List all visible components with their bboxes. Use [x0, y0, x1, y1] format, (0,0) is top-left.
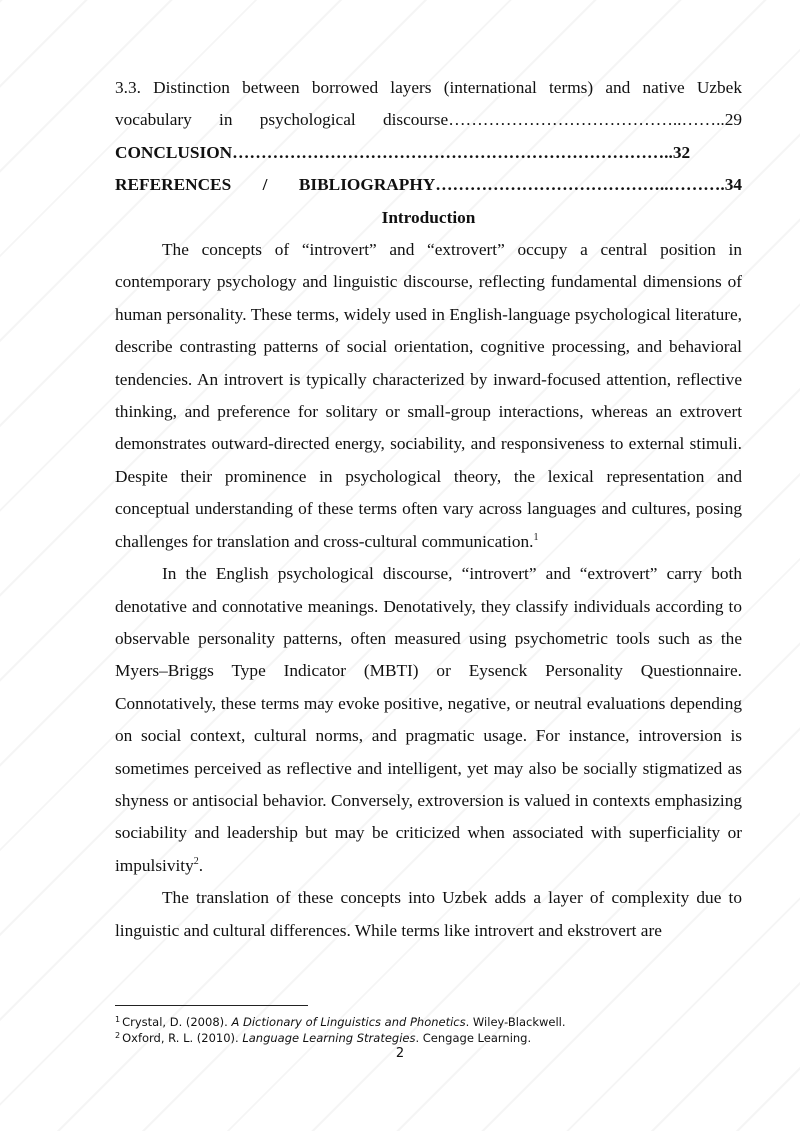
- page-number: 2: [395, 1046, 405, 1061]
- paragraph-2: [115, 558, 742, 882]
- footnote-title: A Dictionary of Linguistics and Phonetics: [231, 1015, 466, 1029]
- paragraph-2-tail: .: [198, 855, 204, 875]
- footnote-ref-2: 2: [193, 855, 199, 867]
- paragraph-3: [115, 882, 742, 947]
- section-heading: Introduction: [381, 207, 476, 227]
- footnote-text: Oxford, R. L. (2010).: [122, 1031, 243, 1045]
- footnote-2: [115, 1030, 742, 1046]
- toc-entry-line-1: 3.3. Distinction between borrowed layers (international terms) and native Uzbek: [115, 78, 742, 97]
- paragraph-1: [115, 234, 742, 558]
- paragraph-1-text: The concepts of “introvert” and “extrovert” occupy a central position in contemporary psychology and linguistic discourse, reflecting fundamental dimensions of human personality. These terms, widely used in English-language psychological literature, describe contrasting patterns of social orientation, cognitive processing, and behavioral tendencies. An introvert is typically characterized by inward-focused attention, reflective thinking, and preference for solitary or small-group interactions, whereas an extrovert demonstrates outward-directed energy, sociability, and responsiveness to external stimuli. Despite their prominence in psychological theory, the lexical representation and conceptual understanding of these terms often vary across languages and cultures, posing challenges for translation and cross-cultural communication.: [115, 240, 742, 551]
- footnote-number: 1: [115, 1015, 121, 1024]
- footnote-number: 2: [115, 1031, 121, 1040]
- document-body: [115, 72, 742, 947]
- paragraph-3-text: The translation of these concepts into Uzbek adds a layer of complexity due to linguistic and cultural differences. While terms like introvert and ekstrovert are: [115, 888, 742, 940]
- toc-entry-conclusion: CONCLUSION…………………………………………………………………..32: [115, 142, 691, 162]
- toc-entry-references: REFERENCES / BIBLIOGRAPHY…………………………………..……….34: [115, 175, 742, 195]
- footnote-title: Language Learning Strategies: [242, 1031, 416, 1045]
- footnote-publisher: . Cengage Learning.: [415, 1031, 532, 1045]
- footnote-ref-1: 1: [533, 531, 539, 543]
- footnote-separator: [115, 1005, 308, 1006]
- footnotes: [115, 1005, 742, 1046]
- toc-entry-line-2: vocabulary in psychological discourse…………………………………..……..29: [115, 110, 742, 130]
- footnote-text: Crystal, D. (2008).: [122, 1015, 232, 1029]
- footnote-1: [115, 1014, 742, 1030]
- footnote-publisher: . Wiley-Blackwell.: [465, 1015, 566, 1029]
- toc-entry-3-3: [115, 72, 742, 137]
- paragraph-2-text: In the English psychological discourse, “introvert” and “extrovert” carry both denotative and connotative meanings. Denotatively, they classify individuals according to observable personality patterns, often measured using psychometric tools such as the Myers–Briggs Type Indicator (MBTI) or Eysenck Personality Questionnaire. Connotatively, these terms may evoke positive, negative, or neutral evaluations depending on social context, cultural norms, and pragmatic usage. For instance, introversion is sometimes perceived as reflective and intelligent, yet may also be socially stigmatized as shyness or antisocial behavior. Conversely, extroversion is valued in contexts emphasizing sociability and leadership but may be criticized when associated with superficiality or impulsivity: [115, 564, 742, 875]
